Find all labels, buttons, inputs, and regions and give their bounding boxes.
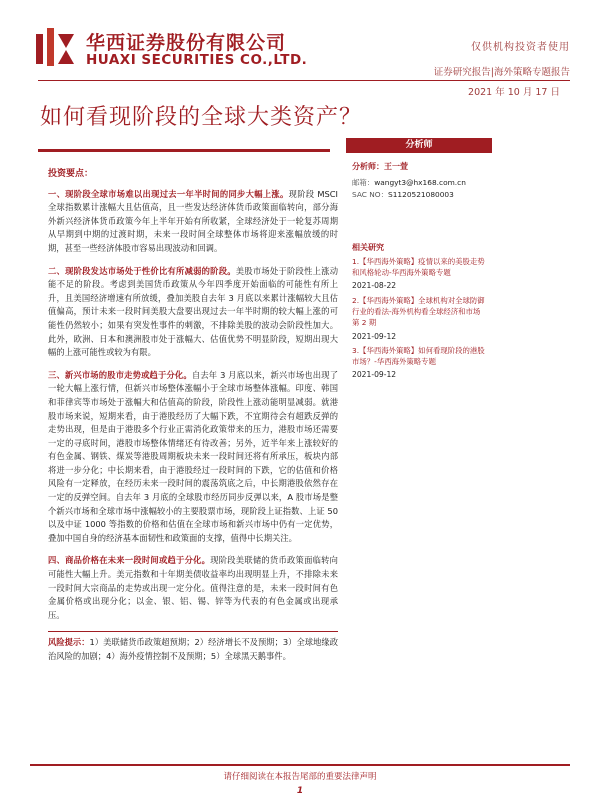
huaxi-logo-icon: [36, 28, 80, 66]
paragraph-lead: 四、商品价格在未来一段时间或趋于分化。: [48, 555, 211, 566]
summary-paragraph: [48, 265, 338, 360]
header-divider: [38, 80, 570, 81]
email-label: 邮箱：: [352, 178, 375, 187]
analyst-header: 分析师: [346, 138, 492, 153]
report-date: 2021 年 10 月 17 日: [468, 87, 560, 98]
summary-paragraph: [48, 554, 338, 622]
summary-heading: 投资要点：: [48, 169, 94, 179]
summary-paragraph: [48, 188, 338, 256]
analyst-box: [346, 153, 492, 381]
sidebar: [346, 138, 492, 384]
footer-divider: [30, 764, 570, 766]
related-research-title: 相关研究: [352, 243, 384, 252]
risk-warning: [48, 636, 338, 663]
related-link[interactable]: 1.【华西海外策略】疫情以来的美股走势和风格轮动-华西海外策略专题: [352, 257, 485, 278]
report-type-tag: 证券研究报告|海外策略专题报告: [433, 67, 570, 78]
title-divider: [38, 149, 330, 152]
analyst-sac: [352, 189, 486, 201]
company-name-cn: 华西证券股份有限公司: [86, 32, 287, 54]
summary-section: [48, 168, 338, 673]
paragraph-body: 自去年 3 月底以来，新兴市场也出现了一轮大幅上涨行情，但新兴市场整体涨幅小于全球市场整体涨幅。印度、韩国和菲律宾等市场处于涨幅大和估值高的阶段，阶段性上涨动能明显减弱。就港股市场来说，短期来看，由于港股经历了大幅下跌，不宜期待会有超跌反弹的走势出现，但是由于港股多个行业正需消化政策带来的压力，港股市场还需要一定的寻底时间，港股市场整体情绪还有待改善；另外，近半年来上涨较好的有色金属、钢铁、煤炭等港股周期板块未来一段时间还将有所承压，板块内部将进一步分化；中长期来看，由于港股经过一段时间的下跌，它的估值和价格风险有一定释放，在经历未来一段时间的震荡筑底之后，中长期港股依然存在一定的反弹空间。自去年 3 月底的全球股市经历同步反弹以来，A 股市场是整个新兴市场和全球市场中涨幅较小的主要股票市场，现阶段上证指数、上证 50 以及中证 1000 等指数的价格和估值在全球市场和新兴市场中仍有一定优势，叠加中国自身的经济基本面韧性和政策面的支撑，值得中长期关注。: [48, 369, 338, 543]
email-value[interactable]: wangyt3@hx168.com.cn: [374, 178, 466, 187]
paragraph-body: 现阶段美联储的货币政策面临转向可能性大幅上升。美元指数和十年期美债收益率均出现明显上升，不排除未来一段时间大宗商品的走势或出现一定分化。值得注意的是，未来一段时间有色金属价格或出现分化；以金、银、铝、锡、锌等为代表的有色金属或出现承压。: [48, 555, 338, 620]
analyst-email: [352, 177, 486, 189]
related-link[interactable]: 3.【华西海外策略】如何看现阶段的港股市场？-华西海外策略专题: [352, 346, 485, 367]
analyst-name: 分析师：王一萱: [352, 162, 408, 171]
sac-value: S1120521080003: [388, 189, 454, 199]
report-title: 如何看现阶段的全球大类资产？: [40, 105, 363, 130]
paragraph-lead: 二、现阶段发达市场处于性价比有所减弱的阶段。: [48, 265, 236, 276]
sac-label: SAC NO：: [352, 189, 389, 199]
related-date: 2021-09-12: [352, 370, 397, 380]
risk-label: 风险提示：: [48, 637, 90, 648]
paragraph-body: 现阶段 MSCI 全球指数累计涨幅大且估值高，且一些发达经济体货币政策面临转向，部分海外新兴经济体货币政策今年上半年开始有所收紧，全球经济处于一轮复苏周期从早期到中期的过渡时期，未来一段时间全球整体市场将迎来涨幅放缓的时期，甚至一些经济体股市容易出现波动和回调。: [48, 188, 338, 253]
paragraph-lead: 一、现阶段全球市场难以出现过去一年半时间的同步大幅上涨。: [48, 188, 289, 199]
paragraph-body: 美股市场处于阶段性上涨动能不足的阶段。考虑到美国货币政策从今年四季度开始面临的可能性有所上升，且美国经济增速有所放缓，叠加美股自去年 3 月底以来累计涨幅较大且估值偏高，预计未来一段时间美股大盘要出现过去一年半时期的较大幅上涨的可能性仍然较小；如果有突发性事件的刺激，不排除美股的波动会阶段性加大。此外，欧洲、日本和澳洲股市处于涨幅大、估值优势不明显阶段，短期出现大幅的上涨可能性或较为有限。: [48, 265, 338, 358]
summary-paragraph: [48, 369, 338, 546]
audience-tag: 仅供机构投资者使用: [471, 42, 570, 53]
paragraph-lead: 三、新兴市场的股市走势或趋于分化。: [48, 369, 192, 380]
related-link[interactable]: 2.【华西海外策略】全球机构对全球防御行业的看法-海外机构看全球经济和市场第 2 期: [352, 295, 485, 328]
related-date: 2021-09-12: [352, 331, 397, 341]
company-name-en: HUAXI SECURITIES CO.,LTD.: [86, 52, 308, 68]
page-number: 1: [296, 786, 304, 796]
risk-text: 1）美联储货币政策超预期；2）经济增长不及预期；3）全球地缘政治风险的加剧；4）海外疫情控制不及预期；5）全球黑天鹅事件。: [48, 637, 338, 661]
related-date: 2021-08-22: [352, 281, 397, 291]
footer-disclaimer: 请仔细阅读在本报告尾部的重要法律声明: [223, 772, 377, 782]
risk-divider: [48, 631, 338, 632]
